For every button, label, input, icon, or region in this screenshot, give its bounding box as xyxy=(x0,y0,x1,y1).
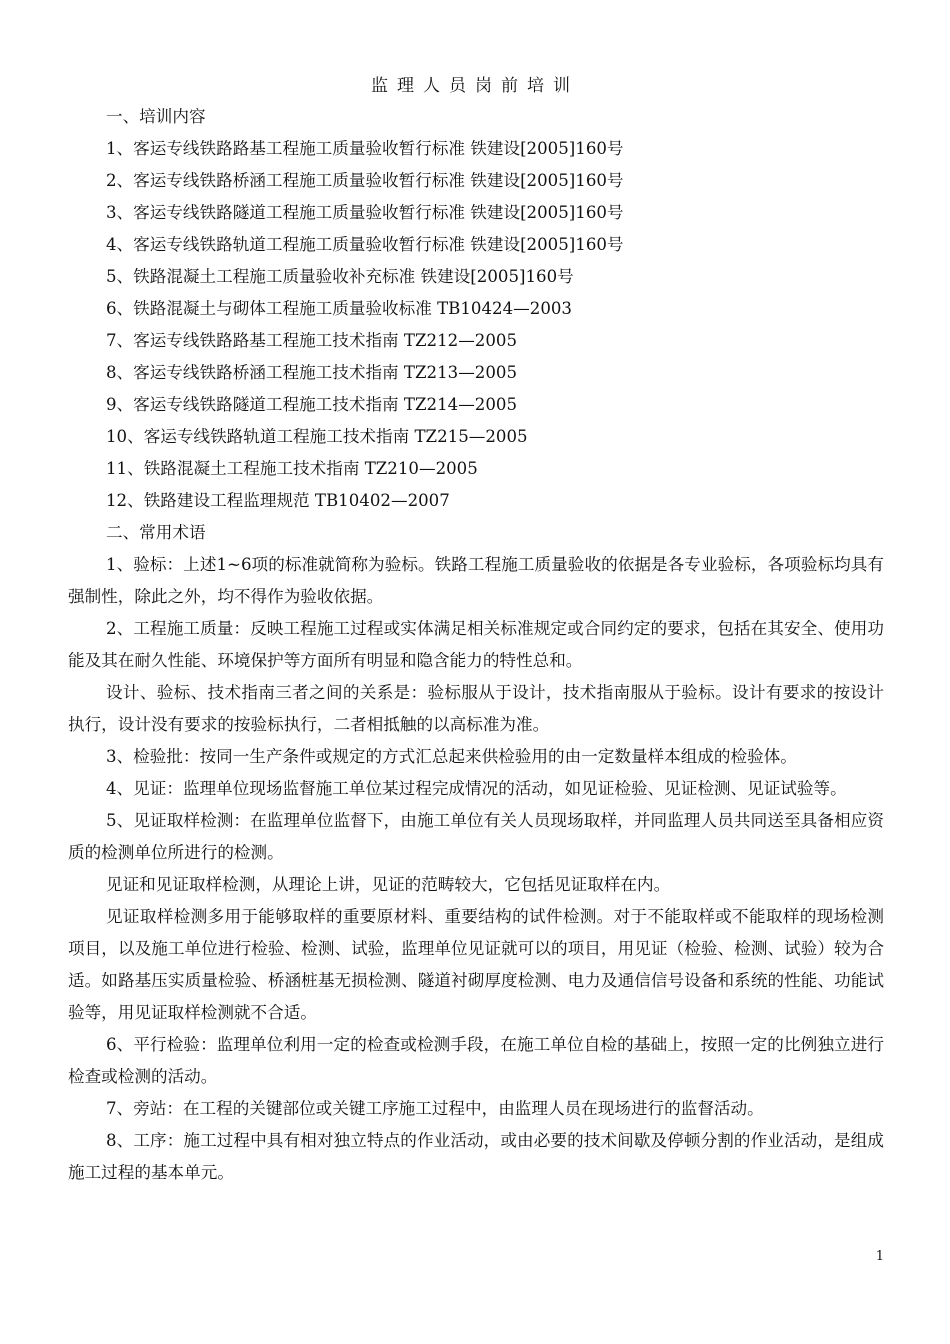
section-heading-training-content: 一、培训内容 xyxy=(106,107,206,126)
term-paragraph: 1、验标：上述1~6项的标准就简称为验标。铁路工程施工质量验收的依据是各专业验标，各项验标均具有强制性，除此之外，均不得作为验收依据。 xyxy=(68,555,884,606)
term-paragraph: 4、见证：监理单位现场监督施工单位某过程完成情况的活动，如见证检验、见证检测、见证试验等。 xyxy=(106,779,847,798)
body-paragraph: 设计、验标、技术指南三者之间的关系是：验标服从于设计，技术指南服从于验标。设计有要求的按设计执行，设计没有要求的按验标执行，二者相抵触的以高标准为准。 xyxy=(68,683,884,734)
list-item: 7、客运专线铁路路基工程施工技术指南 TZ212—2005 xyxy=(106,331,518,350)
list-item: 12、铁路建设工程监理规范 TB10402—2007 xyxy=(106,491,450,510)
term-paragraph: 6、平行检验：监理单位利用一定的检查或检测手段，在施工单位自检的基础上，按照一定的比例独立进行检查或检测的活动。 xyxy=(68,1035,884,1086)
term-paragraph: 8、工序：施工过程中具有相对独立特点的作业活动，或由必要的技术间歇及停顿分割的作业活动，是组成施工过程的基本单元。 xyxy=(68,1131,884,1182)
document-body xyxy=(68,101,884,1189)
term-paragraph: 3、检验批：按同一生产条件或规定的方式汇总起来供检验用的由一定数量样本组成的检验体。 xyxy=(106,747,797,766)
list-item: 10、客运专线铁路轨道工程施工技术指南 TZ215—2005 xyxy=(106,427,528,446)
body-paragraph: 见证取样检测多用于能够取样的重要原材料、重要结构的试件检测。对于不能取样或不能取样的现场检测项目，以及施工单位进行检验、检测、试验，监理单位见证就可以的项目，用见证（检验、检测、试验）较为合适。如路基压实质量检验、桥涵桩基无损检测、隧道衬砌厚度检测、电力及通信信号设备和系统的性能、功能试验等，用见证取样检测就不合适。 xyxy=(68,907,884,1022)
list-item: 4、客运专线铁路轨道工程施工质量验收暂行标准 铁建设[2005]160号 xyxy=(106,235,624,254)
list-item: 8、客运专线铁路桥涵工程施工技术指南 TZ213—2005 xyxy=(106,363,518,382)
list-item: 6、铁路混凝土与砌体工程施工质量验收标准 TB10424—2003 xyxy=(106,299,572,318)
list-item: 3、客运专线铁路隧道工程施工质量验收暂行标准 铁建设[2005]160号 xyxy=(106,203,624,222)
list-item: 2、客运专线铁路桥涵工程施工质量验收暂行标准 铁建设[2005]160号 xyxy=(106,171,624,190)
page-number: 1 xyxy=(875,1249,884,1264)
term-paragraph: 2、工程施工质量：反映工程施工过程或实体满足相关标准规定或合同约定的要求，包括在其安全、使用功能及其在耐久性能、环境保护等方面所有明显和隐含能力的特性总和。 xyxy=(68,619,884,670)
term-paragraph: 7、旁站：在工程的关键部位或关键工序施工过程中，由监理人员在现场进行的监督活动。 xyxy=(106,1099,764,1118)
body-paragraph: 见证和见证取样检测，从理论上讲，见证的范畴较大，它包括见证取样在内。 xyxy=(106,875,671,894)
list-item: 1、客运专线铁路路基工程施工质量验收暂行标准 铁建设[2005]160号 xyxy=(106,139,624,158)
document-title: 监理人员岗前培训 xyxy=(371,76,579,96)
list-item: 11、铁路混凝土工程施工技术指南 TZ210—2005 xyxy=(106,459,478,478)
list-item: 9、客运专线铁路隧道工程施工技术指南 TZ214—2005 xyxy=(106,395,518,414)
section-heading-common-terms: 二、常用术语 xyxy=(106,523,206,542)
term-paragraph: 5、见证取样检测：在监理单位监督下，由施工单位有关人员现场取样，并同监理人员共同送至具备相应资质的检测单位所进行的检测。 xyxy=(68,811,884,862)
list-item: 5、铁路混凝土工程施工质量验收补充标准 铁建设[2005]160号 xyxy=(106,267,574,286)
